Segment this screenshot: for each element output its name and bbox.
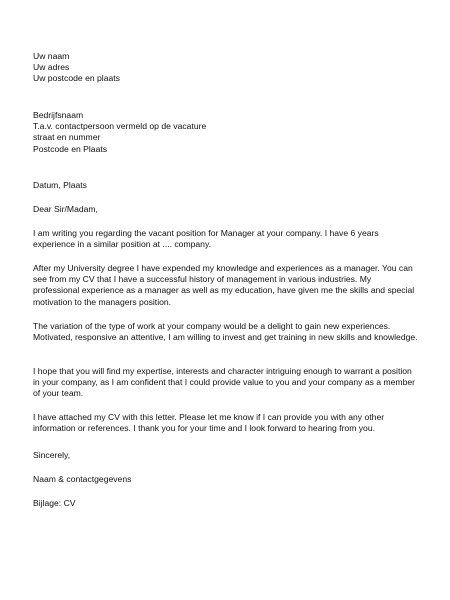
body-paragraph-2: After my University degree I have expended my knowledge and experiences as a manager. You can see from my CV that I have a successful history of management in various industries. My professional experience as a manager as well as my education, have given me the skills and special motivation to the managers position.	[33, 263, 415, 307]
salutation-text: Dear Sir/Madam,	[33, 204, 98, 214]
enclosure	[33, 498, 418, 509]
recipient-attention: T.a.v. contactpersoon vermeld op de vacature	[33, 121, 207, 132]
enclosure-text: Bijlage: CV	[33, 498, 76, 508]
closing	[33, 450, 418, 461]
date-place-text: Datum, Plaats	[33, 180, 87, 190]
closing-text: Sincerely,	[33, 450, 71, 460]
sender-address-block	[33, 51, 418, 85]
recipient-company: Bedrijfsnaam	[33, 110, 84, 120]
signature-text: Naam & contactgegevens	[33, 474, 132, 484]
salutation	[33, 204, 418, 215]
date-place	[33, 180, 418, 191]
body-paragraph-4: I hope that you will find my expertise, interests and character intriguing enough to warrant a position in your company, as I am confident that I could provide value to you and your company as a member of your team.	[33, 366, 415, 399]
recipient-street: straat en nummer	[33, 132, 101, 143]
body-paragraph-5: I have attached my CV with this letter. Please let me know if I can provide you with any other information or references. I thank you for your time and I look forward to hearing from you.	[33, 412, 385, 434]
body-paragraph-3: The variation of the type of work at your company would be a delight to gain new experiences. Motivated, responsive an attentive, I am willing to invest and get training in new skills and knowledge.	[33, 321, 418, 343]
recipient-address-block	[33, 110, 418, 155]
sender-address: Uw adres	[33, 62, 70, 73]
sender-name: Uw naam	[33, 51, 70, 61]
recipient-postcode-city: Postcode en Plaats	[33, 143, 108, 154]
signature	[33, 474, 418, 485]
body-paragraph-1: I am writing you regarding the vacant position for Manager at your company. I have 6 years experience in a similar position at .... company.	[33, 228, 379, 250]
sender-postcode-city: Uw postcode en plaats	[33, 73, 120, 84]
